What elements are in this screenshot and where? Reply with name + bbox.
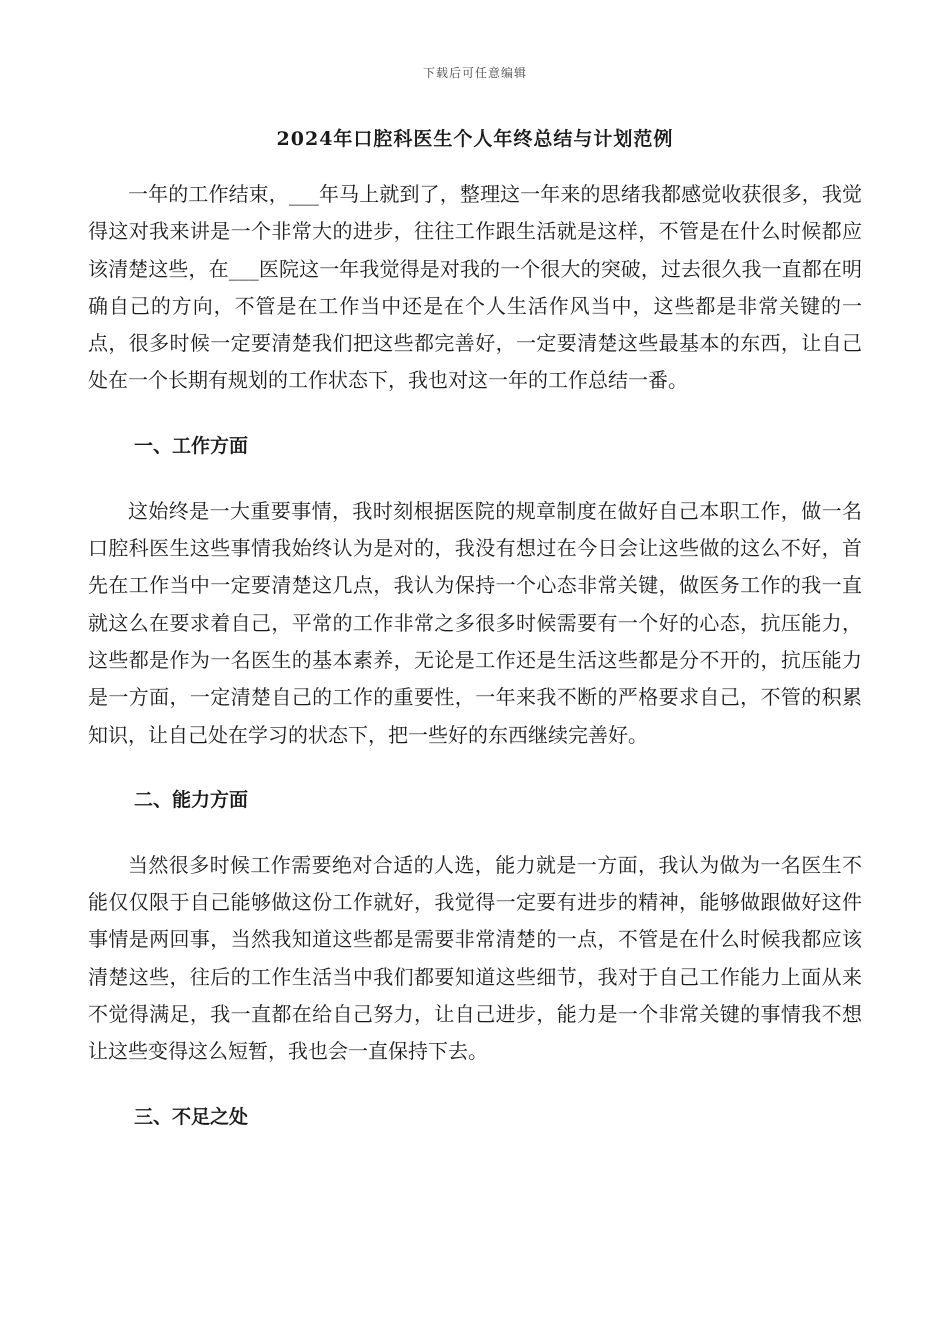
section-heading-shortcomings: 三、不足之处 <box>134 1105 249 1128</box>
header-note: 下载后可任意编辑 <box>422 66 527 80</box>
section-heading-ability: 二、能力方面 <box>134 788 249 811</box>
document-body <box>88 176 862 1136</box>
document-title: 2024年口腔科医生个人年终总结与计划范例 <box>276 128 674 150</box>
section-heading-work: 一、工作方面 <box>134 434 249 457</box>
section-paragraph-ability: 当然很多时候工作需要绝对合适的人选，能力就是一方面，我认为做为一名医生不能仅仅限于自己能够做这份工作就好，我觉得一定要有进步的精神，能够做跟做好这件事情是两回事，当然我知道这些都是需要非常清楚的一点，不管是在什么时候我都应该清楚这些，往后的工作生活当中我们都要知道这些细节，我对于自己工作能力上面从来不觉得满足，我一直都在给自己努力，让自己进步，能力是一个非常关键的事情我不想让这些变得这么短暂，我也会一直保持下去。 <box>88 852 862 1064</box>
section-paragraph-work: 这始终是一大重要事情，我时刻根据医院的规章制度在做好自己本职工作，做一名口腔科医生这些事情我始终认为是对的，我没有想过在今日会让这些做的这么不好，首先在工作当中一定要清楚这几点，我认为保持一个心态非常关键，做医务工作的我一直就这么在要求着自己，平常的工作非常之多很多时候需要有一个好的心态，抗压能力，这些都是作为一名医生的基本素养，无论是工作还是生活这些都是分不开的，抗压能力是一方面，一定清楚自己的工作的重要性，一年来我不断的严格要求自己，不管的积累知识，让自己处在学习的状态下，把一些好的东西继续完善好。 <box>88 498 862 747</box>
intro-paragraph: 一年的工作结束，___年马上就到了，整理这一年来的思绪我都感觉收获很多，我觉得这对我来讲是一个非常大的进步，往往工作跟生活就是这样，不管是在什么时候都应该清楚这些，在___医院这一年我觉得是对我的一个很大的突破，过去很久我一直都在明确自己的方向，不管是在工作当中还是在个人生活作风当中，这些都是非常关键的一点，很多时候一定要清楚我们把这些都完善好，一定要清楚这些最基本的东西，让自己处在一个长期有规划的工作状态下，我也对这一年的工作总结一番。 <box>88 182 862 393</box>
